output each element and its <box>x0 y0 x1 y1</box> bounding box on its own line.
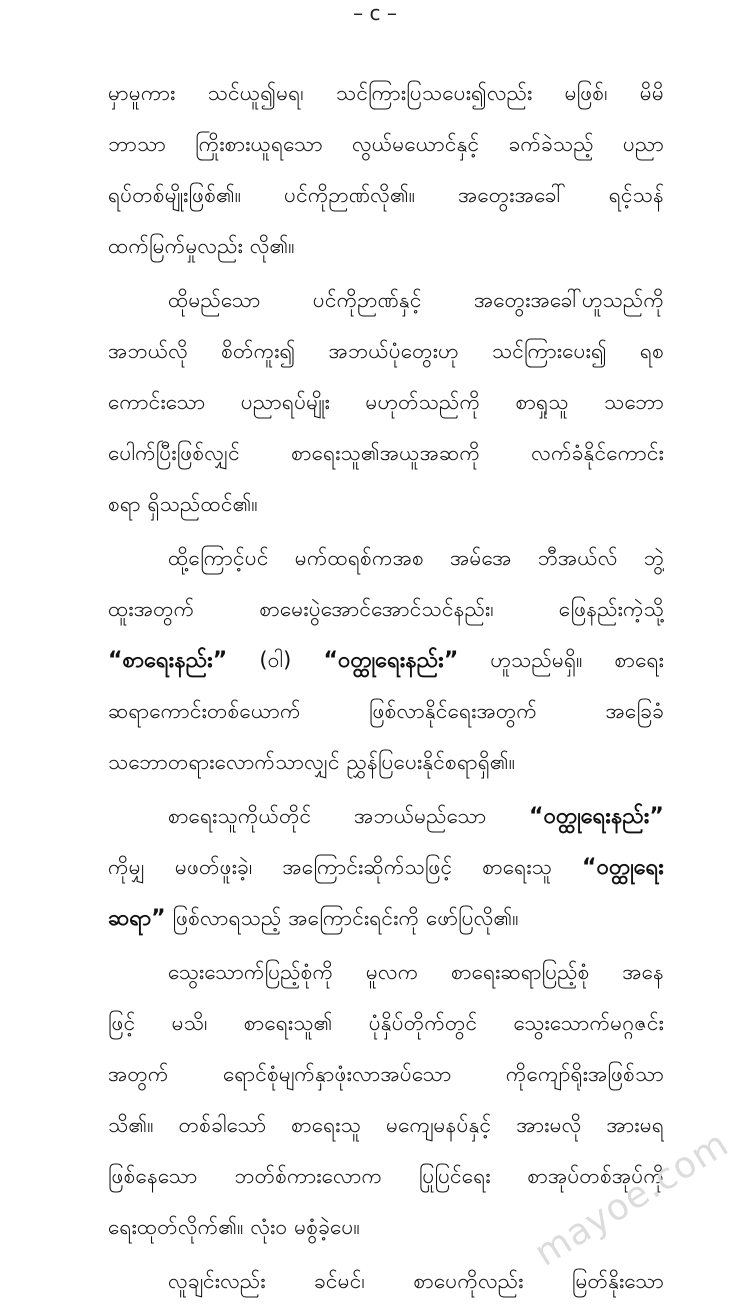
watermark: mayoe.com <box>527 1123 736 1275</box>
bold-phrase: “ဝတ္ထုရေးနည်း” <box>323 648 459 673</box>
bold-phrase: “ဝတ္ထုရေးနည်း” <box>529 804 664 829</box>
paragraph-first-line: ထို့ကြောင့်ပင် မက်ထရစ်ကအစ အမ်အေ ဘီအယ်လ် ဘွဲ့ <box>168 546 664 570</box>
text-line-with-bold <box>108 893 664 944</box>
text-fragment: ဖြစ်လာရသည့် အကြောင်းရင်းကို ဖော်ပြလို၏။ <box>165 906 519 930</box>
text-line: ကောင်းသော ပညာရပ်မျိုး မဟုတ်သည်ကို စာရှုသူ သဘော <box>108 390 664 414</box>
bold-phrase: “စာရေးနည်း” <box>108 648 228 673</box>
text-line: ရပ်တစ်မျိုးဖြစ်၏။ ပင်ကိုဉာဏ်လို၏။ အတွေးအခေါ် ရင့်သန် <box>108 183 664 207</box>
text-line: ရေးထုတ်လိုက်၏။ လုံးဝ မစွံခဲ့ပေ။ <box>108 1215 360 1239</box>
paragraph-first-line: သွေးသောက်ပြည့်စုံကို မူလက စာရေးဆရာပြည့်စုံ အနေ <box>168 960 664 984</box>
text-line: အတွက် ရောင်စုံမျက်နှာဖုံးလာအပ်သော ကိုကျော်ရိုးအဖြစ်သာ <box>108 1062 664 1086</box>
paragraph-first-line: လူချင်းလည်း ခင်မင်၊ စာပေကိုလည်း မြတ်နိုးသော <box>168 1269 664 1293</box>
text-line: ထက်မြက်မှုလည်း လို၏။ <box>108 234 295 258</box>
text-line: ဆရာကောင်းတစ်ယောက် ဖြစ်လာနိုင်ရေးအတွက် အခြေခံ <box>108 699 664 723</box>
text-line: စရာ ရှိသည်ထင်၏။ <box>108 492 258 516</box>
text-fragment: (ဝါ) <box>227 648 324 672</box>
page-number: – c – <box>353 1 397 25</box>
text-line: ဘာသာ ကြိုးစားယူရသော လွယ်မယောင်နှင့် ခက်ခဲသည့် ပညာ <box>108 132 664 156</box>
body-text <box>108 68 664 1307</box>
text-line: ထူးအတွက် စာမေးပွဲအောင်အောင်သင်နည်း၊ ဖြေနည်းကဲ့သို့ <box>108 597 664 621</box>
text-line: ဖြင့် မသိ၊ စာရေးသူ၏ ပုံနှိပ်တိုက်တွင် သွေးသောက်မဂ္ဂဇင်း <box>108 1011 664 1035</box>
text-line-with-bold <box>108 842 664 893</box>
text-line: သိ၏။ တစ်ခါသော် စာရေးသူ မကျေမနပ်နှင့် အားမလို အားမရ <box>108 1113 664 1137</box>
paragraph-first-line <box>108 791 664 842</box>
bold-phrase: “ဝတ္ထုရေး <box>582 855 664 880</box>
text-line: အဘယ်လို စိတ်ကူး၍ အဘယ်ပုံတွေးဟု သင်ကြားပေး၍ ရစ <box>108 339 664 363</box>
text-line: မှာမူကား သင်ယူ၍မရ၊ သင်ကြားပြသပေး၍လည်း မဖြစ်၊ မိမိ <box>108 81 664 105</box>
text-line-with-bold <box>108 635 664 686</box>
text-line: ဖြစ်နေသော ဘတ်စ်ကားလောက ပြုပြင်ရေး စာအုပ်တစ်အုပ်ကို <box>108 1164 664 1188</box>
text-line: ပေါက်ပြီးဖြစ်လျှင် စာရေးသူ၏အယူအဆကို လက်ခံနိုင်ကောင်း <box>108 441 664 465</box>
text-fragment: စာရေးသူကိုယ်တိုင် အဘယ်မည်သော <box>168 804 530 828</box>
paragraph-first-line: ထိုမည်သော ပင်ကိုဉာဏ်နှင့် အတွေးအခေါ်ဟူသည်ကို <box>168 288 664 312</box>
text-fragment: ကိုမျှ မဖတ်ဖူးခဲ့၊ အကြောင်းဆိုက်သဖြင့် စာရေးသူ <box>108 855 583 879</box>
text-line: သဘောတရားလောက်သာလျှင် ညွှန်ပြပေးနိုင်စရာရှိ၏။ <box>108 750 516 774</box>
bold-phrase: ဆရာ” <box>108 906 166 931</box>
text-fragment: ဟူသည်မရှိ။ စာရေး <box>458 648 664 672</box>
